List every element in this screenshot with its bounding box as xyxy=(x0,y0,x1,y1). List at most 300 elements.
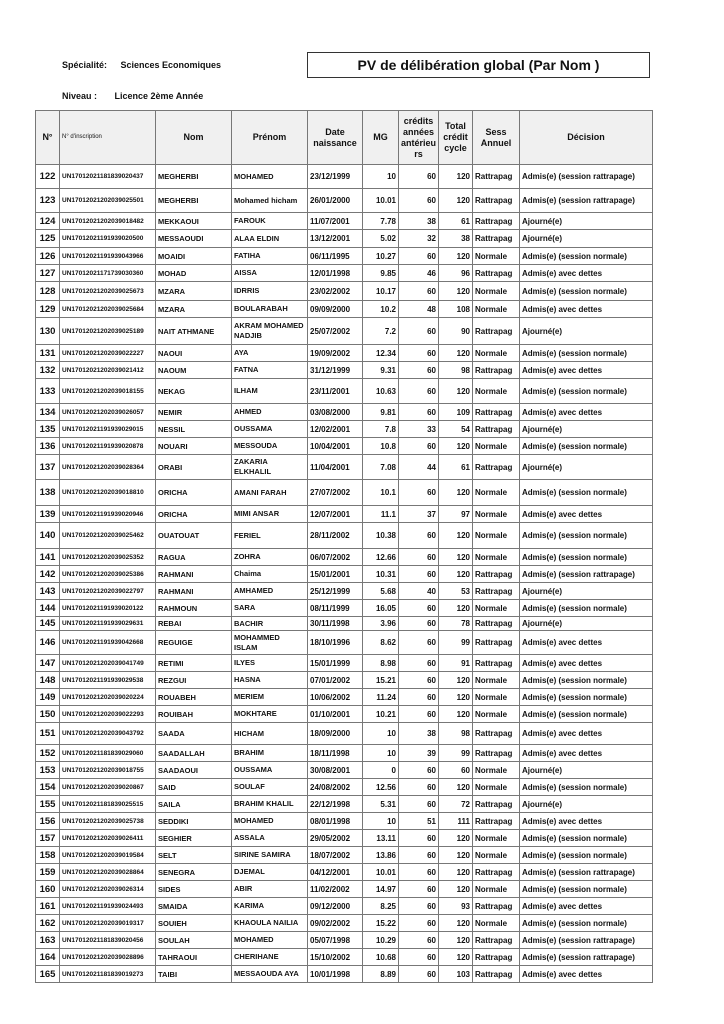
birth-date: 10/04/2001 xyxy=(308,438,363,455)
birth-date: 25/07/2002 xyxy=(308,318,363,345)
session: Rattrapag xyxy=(473,583,520,600)
row-number: 145 xyxy=(36,617,60,631)
first-name: ZOHRA xyxy=(232,549,308,566)
table-row xyxy=(36,762,653,779)
previous-credits: 51 xyxy=(399,813,439,830)
row-number: 156 xyxy=(36,813,60,830)
decision: Admis(e) (session rattrapage) xyxy=(520,566,653,583)
inscription-number: UN17012021202039028364 xyxy=(60,455,156,480)
inscription-number: UN17012021171739030360 xyxy=(60,265,156,282)
mg-value: 7.08 xyxy=(363,455,399,480)
birth-date: 26/01/2000 xyxy=(308,189,363,213)
previous-credits: 48 xyxy=(399,301,439,318)
first-name: MOHAMMED ISLAM xyxy=(232,631,308,655)
previous-credits: 60 xyxy=(399,830,439,847)
birth-date: 18/10/1996 xyxy=(308,631,363,655)
last-name: SIDES xyxy=(156,881,232,898)
mg-value: 11.1 xyxy=(363,506,399,523)
table-row xyxy=(36,617,653,631)
birth-date: 09/02/2002 xyxy=(308,915,363,932)
session: Rattrapag xyxy=(473,898,520,915)
decision: Admis(e) avec dettes xyxy=(520,631,653,655)
row-number: 161 xyxy=(36,898,60,915)
col-header-prenom: Prénom xyxy=(232,111,308,165)
decision: Admis(e) (session rattrapage) xyxy=(520,949,653,966)
previous-credits: 60 xyxy=(399,672,439,689)
birth-date: 15/01/2001 xyxy=(308,566,363,583)
table-row xyxy=(36,506,653,523)
previous-credits: 38 xyxy=(399,723,439,745)
inscription-number: UN17012021191939042668 xyxy=(60,631,156,655)
mg-value: 5.02 xyxy=(363,230,399,248)
first-name: ABIR xyxy=(232,881,308,898)
decision: Admis(e) (session normale) xyxy=(520,282,653,301)
row-number: 128 xyxy=(36,282,60,301)
session: Rattrapag xyxy=(473,949,520,966)
table-row xyxy=(36,189,653,213)
birth-date: 31/12/1999 xyxy=(308,362,363,379)
birth-date: 18/09/2000 xyxy=(308,723,363,745)
birth-date: 22/12/1998 xyxy=(308,796,363,813)
first-name: HICHAM xyxy=(232,723,308,745)
inscription-number: UN17012021191939020878 xyxy=(60,438,156,455)
mg-value: 10 xyxy=(363,745,399,762)
session: Rattrapag xyxy=(473,165,520,189)
first-name: SOULAF xyxy=(232,779,308,796)
row-number: 158 xyxy=(36,847,60,864)
first-name: BRAHIM KHALIL xyxy=(232,796,308,813)
table-row xyxy=(36,689,653,706)
session: Rattrapag xyxy=(473,796,520,813)
last-name: NAIT ATHMANE xyxy=(156,318,232,345)
birth-date: 08/01/1998 xyxy=(308,813,363,830)
first-name: MOHAMED xyxy=(232,165,308,189)
session: Normale xyxy=(473,600,520,617)
inscription-number: UN17012021202039022293 xyxy=(60,706,156,723)
last-name: RAGUA xyxy=(156,549,232,566)
decision: Ajourné(e) xyxy=(520,583,653,600)
decision: Ajourné(e) xyxy=(520,796,653,813)
inscription-number: UN17012021181839020456 xyxy=(60,932,156,949)
decision: Admis(e) avec dettes xyxy=(520,655,653,672)
inscription-number: UN17012021202039022227 xyxy=(60,345,156,362)
inscription-number: UN17012021202039020224 xyxy=(60,689,156,706)
session: Rattrapag xyxy=(473,745,520,762)
mg-value: 3.96 xyxy=(363,617,399,631)
decision: Admis(e) (session normale) xyxy=(520,600,653,617)
session: Rattrapag xyxy=(473,189,520,213)
total-credits: 120 xyxy=(439,248,473,265)
first-name: AMANI FARAH xyxy=(232,480,308,506)
inscription-number: UN17012021202039041749 xyxy=(60,655,156,672)
col-header-nom: Nom xyxy=(156,111,232,165)
total-credits: 120 xyxy=(439,549,473,566)
previous-credits: 60 xyxy=(399,779,439,796)
decision: Admis(e) (session normale) xyxy=(520,672,653,689)
total-credits: 98 xyxy=(439,723,473,745)
total-credits: 96 xyxy=(439,265,473,282)
row-number: 132 xyxy=(36,362,60,379)
inscription-number: UN17012021181839019273 xyxy=(60,966,156,983)
row-number: 125 xyxy=(36,230,60,248)
table-row xyxy=(36,379,653,404)
row-number: 143 xyxy=(36,583,60,600)
mg-value: 10.2 xyxy=(363,301,399,318)
decision: Ajourné(e) xyxy=(520,230,653,248)
table-row xyxy=(36,898,653,915)
session: Normale xyxy=(473,506,520,523)
session: Rattrapag xyxy=(473,631,520,655)
table-row xyxy=(36,864,653,881)
table-row xyxy=(36,631,653,655)
previous-credits: 32 xyxy=(399,230,439,248)
total-credits: 91 xyxy=(439,655,473,672)
inscription-number: UN17012021202039025386 xyxy=(60,566,156,583)
last-name: REBAI xyxy=(156,617,232,631)
previous-credits: 37 xyxy=(399,506,439,523)
inscription-number: UN17012021202039043792 xyxy=(60,723,156,745)
mg-value: 10.21 xyxy=(363,706,399,723)
row-number: 140 xyxy=(36,523,60,549)
row-number: 129 xyxy=(36,301,60,318)
last-name: SELT xyxy=(156,847,232,864)
total-credits: 54 xyxy=(439,421,473,438)
first-name: AKRAM MOHAMED NADJIB xyxy=(232,318,308,345)
last-name: MOAIDI xyxy=(156,248,232,265)
birth-date: 12/02/2001 xyxy=(308,421,363,438)
row-number: 130 xyxy=(36,318,60,345)
previous-credits: 60 xyxy=(399,932,439,949)
row-number: 150 xyxy=(36,706,60,723)
table-row xyxy=(36,830,653,847)
row-number: 154 xyxy=(36,779,60,796)
last-name: SAID xyxy=(156,779,232,796)
table-row xyxy=(36,706,653,723)
birth-date: 03/08/2000 xyxy=(308,404,363,421)
previous-credits: 60 xyxy=(399,631,439,655)
table-row xyxy=(36,165,653,189)
previous-credits: 60 xyxy=(399,523,439,549)
table-row xyxy=(36,404,653,421)
birth-date: 24/08/2002 xyxy=(308,779,363,796)
total-credits: 120 xyxy=(439,600,473,617)
previous-credits: 60 xyxy=(399,966,439,983)
session: Normale xyxy=(473,549,520,566)
previous-credits: 60 xyxy=(399,762,439,779)
last-name: SEDDIKI xyxy=(156,813,232,830)
total-credits: 120 xyxy=(439,847,473,864)
first-name: MESSAOUDA AYA xyxy=(232,966,308,983)
last-name: RAHMOUN xyxy=(156,600,232,617)
inscription-number: UN17012021191939020122 xyxy=(60,600,156,617)
previous-credits: 60 xyxy=(399,379,439,404)
birth-date: 11/07/2001 xyxy=(308,213,363,230)
col-header-inscription: N° d'inscription xyxy=(60,111,156,165)
last-name: SMAIDA xyxy=(156,898,232,915)
table-row xyxy=(36,318,653,345)
mg-value: 8.25 xyxy=(363,898,399,915)
decision: Admis(e) avec dettes xyxy=(520,723,653,745)
mg-value: 5.31 xyxy=(363,796,399,813)
last-name: MEGHERBI xyxy=(156,189,232,213)
mg-value: 10.01 xyxy=(363,189,399,213)
first-name: HASNA xyxy=(232,672,308,689)
birth-date: 29/05/2002 xyxy=(308,830,363,847)
decision: Ajourné(e) xyxy=(520,421,653,438)
inscription-number: UN17012021202039021412 xyxy=(60,362,156,379)
row-number: 131 xyxy=(36,345,60,362)
birth-date: 06/07/2002 xyxy=(308,549,363,566)
first-name: AYA xyxy=(232,345,308,362)
table-row xyxy=(36,345,653,362)
first-name: ZAKARIA ELKHALIL xyxy=(232,455,308,480)
total-credits: 120 xyxy=(439,566,473,583)
decision: Admis(e) avec dettes xyxy=(520,898,653,915)
session: Normale xyxy=(473,915,520,932)
mg-value: 13.11 xyxy=(363,830,399,847)
total-credits: 103 xyxy=(439,966,473,983)
table-row xyxy=(36,932,653,949)
birth-date: 23/12/1999 xyxy=(308,165,363,189)
mg-value: 10.8 xyxy=(363,438,399,455)
row-number: 163 xyxy=(36,932,60,949)
specialite-value: Sciences Economiques xyxy=(120,60,222,70)
total-credits: 111 xyxy=(439,813,473,830)
table-row xyxy=(36,362,653,379)
inscription-number: UN17012021202039026057 xyxy=(60,404,156,421)
last-name: OUATOUAT xyxy=(156,523,232,549)
first-name: AMHAMED xyxy=(232,583,308,600)
total-credits: 99 xyxy=(439,631,473,655)
decision: Ajourné(e) xyxy=(520,213,653,230)
total-credits: 120 xyxy=(439,345,473,362)
birth-date: 23/02/2002 xyxy=(308,282,363,301)
total-credits: 60 xyxy=(439,762,473,779)
session: Normale xyxy=(473,480,520,506)
first-name: AISSA xyxy=(232,265,308,282)
decision: Admis(e) (session normale) xyxy=(520,438,653,455)
table-row xyxy=(36,881,653,898)
row-number: 133 xyxy=(36,379,60,404)
last-name: MEGHERBI xyxy=(156,165,232,189)
mg-value: 10.27 xyxy=(363,248,399,265)
first-name: OUSSAMA xyxy=(232,762,308,779)
decision: Admis(e) (session normale) xyxy=(520,847,653,864)
last-name: NAOUM xyxy=(156,362,232,379)
total-credits: 120 xyxy=(439,779,473,796)
first-name: BRAHIM xyxy=(232,745,308,762)
table-row xyxy=(36,779,653,796)
decision: Admis(e) (session normale) xyxy=(520,881,653,898)
col-header-n: N° xyxy=(36,111,60,165)
session: Rattrapag xyxy=(473,932,520,949)
total-credits: 98 xyxy=(439,362,473,379)
birth-date: 27/07/2002 xyxy=(308,480,363,506)
table-row xyxy=(36,282,653,301)
previous-credits: 60 xyxy=(399,438,439,455)
last-name: SAADALLAH xyxy=(156,745,232,762)
last-name: REGUIGE xyxy=(156,631,232,655)
first-name: AHMED xyxy=(232,404,308,421)
row-number: 142 xyxy=(36,566,60,583)
table-row xyxy=(36,230,653,248)
last-name: SEGHIER xyxy=(156,830,232,847)
first-name: MESSOUDA xyxy=(232,438,308,455)
row-number: 160 xyxy=(36,881,60,898)
birth-date: 12/07/2001 xyxy=(308,506,363,523)
previous-credits: 33 xyxy=(399,421,439,438)
mg-value: 10.68 xyxy=(363,949,399,966)
row-number: 136 xyxy=(36,438,60,455)
session: Normale xyxy=(473,301,520,318)
inscription-number: UN17012021202039018482 xyxy=(60,213,156,230)
last-name: NAOUI xyxy=(156,345,232,362)
birth-date: 09/12/2000 xyxy=(308,898,363,915)
inscription-number: UN17012021202039028864 xyxy=(60,864,156,881)
first-name: ILHAM xyxy=(232,379,308,404)
first-name: MOHAMED xyxy=(232,932,308,949)
birth-date: 30/08/2001 xyxy=(308,762,363,779)
table-header-row xyxy=(36,111,653,165)
session: Rattrapag xyxy=(473,455,520,480)
total-credits: 120 xyxy=(439,438,473,455)
decision: Admis(e) avec dettes xyxy=(520,404,653,421)
previous-credits: 60 xyxy=(399,915,439,932)
total-credits: 120 xyxy=(439,864,473,881)
first-name: ILYES xyxy=(232,655,308,672)
first-name: KHAOULA NAILIA xyxy=(232,915,308,932)
session: Normale xyxy=(473,881,520,898)
decision: Ajourné(e) xyxy=(520,762,653,779)
birth-date: 06/11/1995 xyxy=(308,248,363,265)
last-name: ROUIBAH xyxy=(156,706,232,723)
decision: Admis(e) avec dettes xyxy=(520,265,653,282)
table-row xyxy=(36,480,653,506)
inscription-number: UN17012021191939020946 xyxy=(60,506,156,523)
previous-credits: 60 xyxy=(399,362,439,379)
session: Rattrapag xyxy=(473,421,520,438)
last-name: ORICHA xyxy=(156,506,232,523)
first-name: BACHIR xyxy=(232,617,308,631)
row-number: 139 xyxy=(36,506,60,523)
total-credits: 108 xyxy=(439,301,473,318)
previous-credits: 60 xyxy=(399,796,439,813)
row-number: 134 xyxy=(36,404,60,421)
mg-value: 9.85 xyxy=(363,265,399,282)
row-number: 138 xyxy=(36,480,60,506)
inscription-number: UN17012021202039028896 xyxy=(60,949,156,966)
birth-date: 04/12/2001 xyxy=(308,864,363,881)
table-row xyxy=(36,301,653,318)
decision: Admis(e) (session rattrapage) xyxy=(520,189,653,213)
session: Rattrapag xyxy=(473,723,520,745)
previous-credits: 60 xyxy=(399,480,439,506)
first-name: KARIMA xyxy=(232,898,308,915)
row-number: 155 xyxy=(36,796,60,813)
inscription-number: UN17012021191939024493 xyxy=(60,898,156,915)
total-credits: 120 xyxy=(439,881,473,898)
mg-value: 13.86 xyxy=(363,847,399,864)
total-credits: 78 xyxy=(439,617,473,631)
decision: Ajourné(e) xyxy=(520,455,653,480)
birth-date: 07/01/2002 xyxy=(308,672,363,689)
previous-credits: 38 xyxy=(399,213,439,230)
mg-value: 10.01 xyxy=(363,864,399,881)
inscription-number: UN17012021202039018810 xyxy=(60,480,156,506)
last-name: NEMIR xyxy=(156,404,232,421)
previous-credits: 60 xyxy=(399,189,439,213)
session: Normale xyxy=(473,282,520,301)
last-name: ORICHA xyxy=(156,480,232,506)
previous-credits: 44 xyxy=(399,455,439,480)
session: Rattrapag xyxy=(473,362,520,379)
decision: Admis(e) (session normale) xyxy=(520,915,653,932)
table-row xyxy=(36,723,653,745)
last-name: SAADA xyxy=(156,723,232,745)
first-name: BOULARABAH xyxy=(232,301,308,318)
document-title: PV de délibération global (Par Nom ) xyxy=(307,52,650,78)
row-number: 124 xyxy=(36,213,60,230)
mg-value: 15.22 xyxy=(363,915,399,932)
last-name: MOHAD xyxy=(156,265,232,282)
total-credits: 109 xyxy=(439,404,473,421)
row-number: 152 xyxy=(36,745,60,762)
first-name: ALAA ELDIN xyxy=(232,230,308,248)
deliberation-table xyxy=(35,110,653,983)
inscription-number: UN17012021191939029631 xyxy=(60,617,156,631)
mg-value: 9.81 xyxy=(363,404,399,421)
decision: Admis(e) avec dettes xyxy=(520,301,653,318)
last-name: NEKAG xyxy=(156,379,232,404)
birth-date: 01/10/2001 xyxy=(308,706,363,723)
birth-date: 09/09/2000 xyxy=(308,301,363,318)
col-header-sess: Sess Annuel xyxy=(473,111,520,165)
table-row xyxy=(36,655,653,672)
mg-value: 10.31 xyxy=(363,566,399,583)
total-credits: 120 xyxy=(439,282,473,301)
inscription-number: UN17012021191939029015 xyxy=(60,421,156,438)
specialite-label: Spécialité: xyxy=(62,60,108,70)
mg-value: 10.17 xyxy=(363,282,399,301)
first-name: FATNA xyxy=(232,362,308,379)
table-row xyxy=(36,438,653,455)
session: Rattrapag xyxy=(473,404,520,421)
specialite-line xyxy=(62,60,221,70)
inscription-number: UN17012021202039022797 xyxy=(60,583,156,600)
total-credits: 120 xyxy=(439,379,473,404)
table-row xyxy=(36,213,653,230)
inscription-number: UN17012021202039025189 xyxy=(60,318,156,345)
table-row xyxy=(36,600,653,617)
session: Normale xyxy=(473,779,520,796)
table-row xyxy=(36,796,653,813)
first-name: ASSALA xyxy=(232,830,308,847)
row-number: 141 xyxy=(36,549,60,566)
session: Normale xyxy=(473,438,520,455)
session: Normale xyxy=(473,706,520,723)
decision: Ajourné(e) xyxy=(520,318,653,345)
previous-credits: 60 xyxy=(399,566,439,583)
inscription-number: UN17012021202039025462 xyxy=(60,523,156,549)
total-credits: 120 xyxy=(439,189,473,213)
table-row xyxy=(36,549,653,566)
col-header-decision: Décision xyxy=(520,111,653,165)
inscription-number: UN17012021202039026314 xyxy=(60,881,156,898)
last-name: RAHMANI xyxy=(156,566,232,583)
inscription-number: UN17012021202039018755 xyxy=(60,762,156,779)
row-number: 122 xyxy=(36,165,60,189)
inscription-number: UN17012021191939020500 xyxy=(60,230,156,248)
